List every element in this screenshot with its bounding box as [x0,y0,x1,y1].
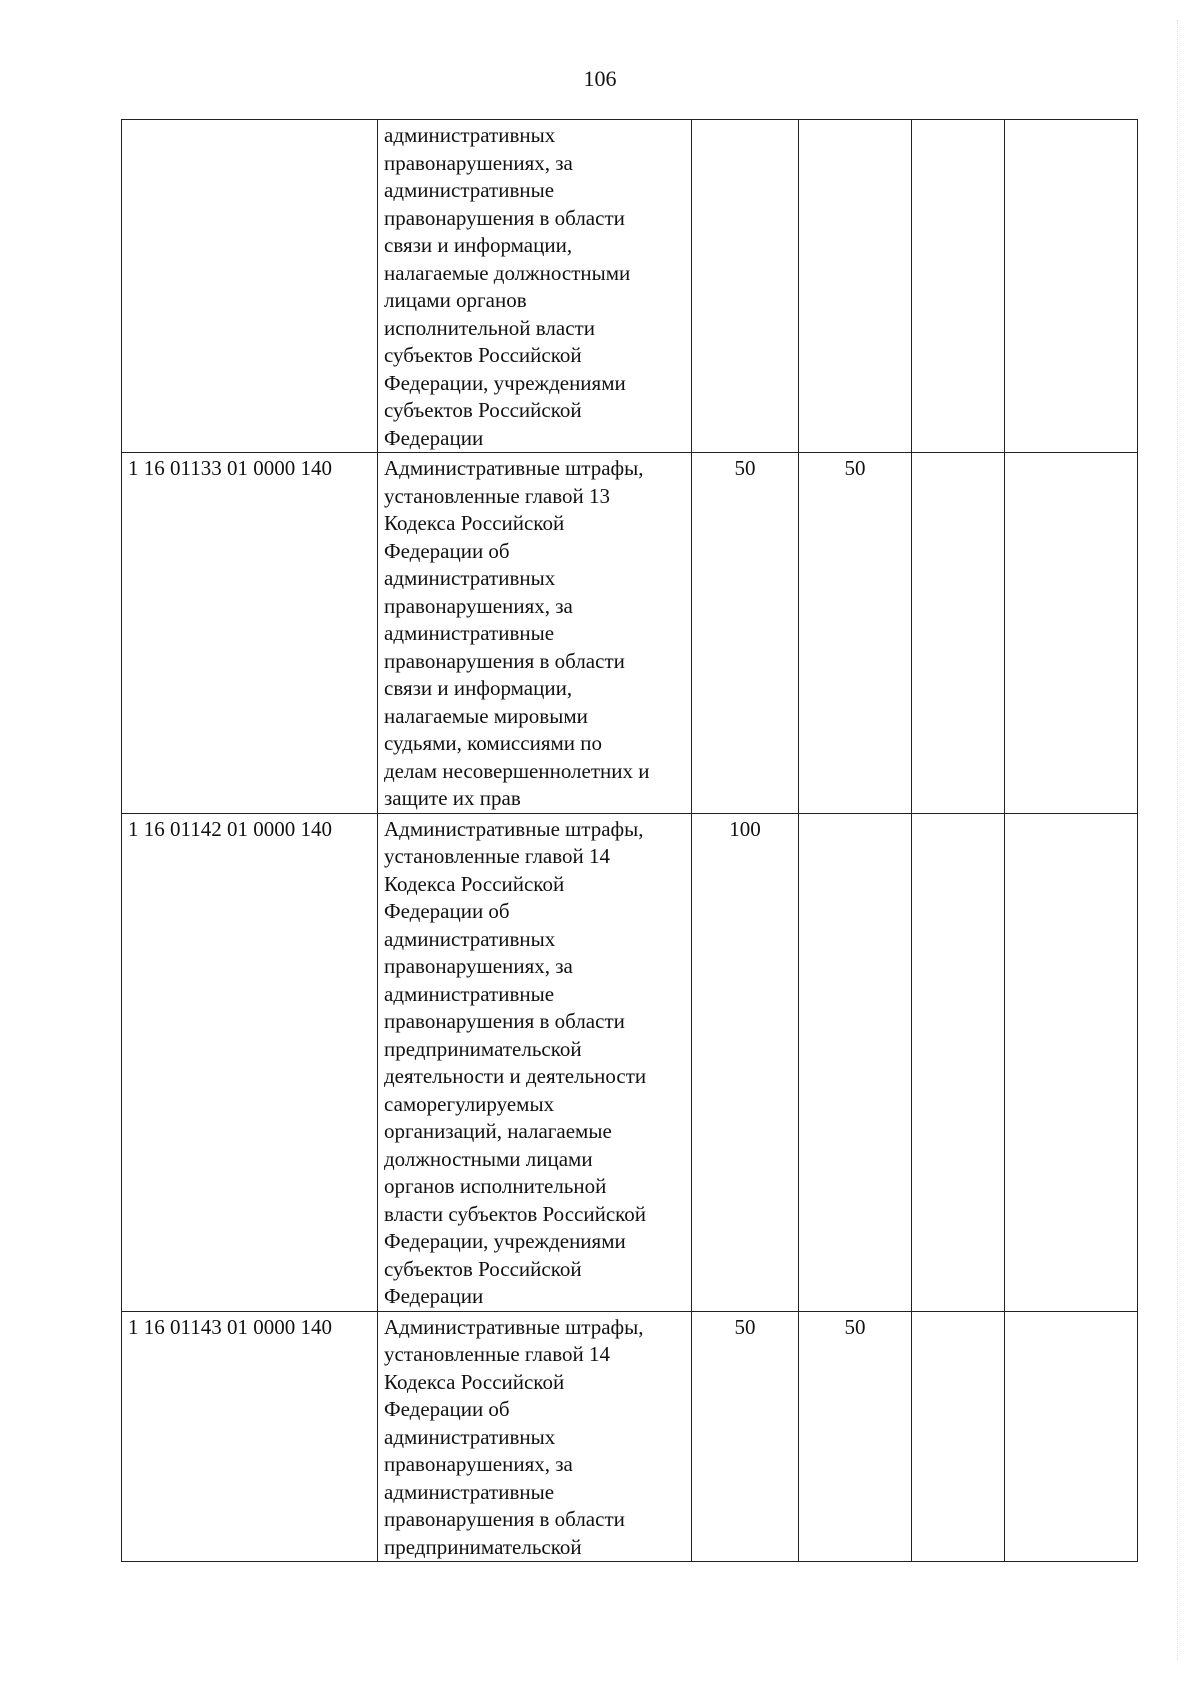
amount-cell-2: 50 [799,1311,912,1562]
description-line: административные [384,621,555,645]
description-line: Федерации об [384,899,510,923]
description-line: субъектов Российской [384,1256,582,1281]
description-line: административных [384,566,556,590]
description-line: административные [384,981,555,1006]
amount-cell-2 [799,120,912,453]
description-line: лицами органов [384,288,527,312]
description-cell [378,120,692,453]
description-line: Федерации об [384,1397,510,1421]
budget-revenue-table [121,119,1138,1562]
description-line: установленные главой 14 [384,1342,611,1366]
amount-cell-3 [912,453,1005,814]
page-number: 106 [583,66,617,91]
description-line: органов исполнительной [384,1174,607,1198]
amount-cell-1: 50 [692,1311,799,1562]
revenue-code-cell: 1 16 01133 01 0000 140 [122,453,378,814]
amount-cell-3 [912,120,1005,453]
revenue-code-cell: 1 16 01142 01 0000 140 [122,813,378,1311]
description-line: Федерации, учреждениями [384,370,626,395]
description-cell [378,453,692,814]
description-line: Федерации об [384,538,510,563]
description-line: административные [384,1479,555,1504]
amount-cell-1: 100 [692,813,799,1311]
description-line: Административные штрафы, [384,1314,644,1339]
description-line: установленные главой 14 [384,844,611,868]
description-line: делам несовершеннолетних и [384,758,650,783]
description-line: Кодекса Российской [384,1369,565,1394]
amount-cell-1 [692,120,799,453]
description-line: правонарушениях, за [384,954,573,978]
description-line: правонарушения в области [384,1507,625,1531]
description-line: правонарушениях, за [384,593,573,618]
description-line: административные [384,178,555,202]
amount-cell-2 [799,813,912,1311]
revenue-code-cell: 1 16 01143 01 0000 140 [122,1311,378,1562]
description-line: Административные штрафы, [384,456,644,480]
description-line: предпринимательской [384,1036,582,1061]
amount-cell-4 [1005,813,1138,1311]
description-cell [378,813,692,1311]
description-line: правонарушениях, за [384,1452,573,1476]
description-line: связи и информации, [384,233,573,257]
table-row [122,453,1138,814]
table-body [122,120,1138,1562]
description-line: Кодекса Российской [384,871,565,896]
description-line: Кодекса Российской [384,511,565,535]
description-line: Административные штрафы, [384,816,644,841]
amount-cell-4 [1005,120,1138,453]
description-line: субъектов Российской [384,398,582,422]
description-line: исполнительной власти [384,315,595,340]
description-line: власти субъектов Российской [384,1201,647,1226]
description-line: правонарушениях, за [384,150,573,175]
description-line: судьями, комиссиями по [384,731,602,755]
description-line: деятельности и деятельности [384,1064,647,1088]
description-line: правонарушения в области [384,205,625,230]
description-cell [378,1311,692,1562]
description-line: административных [384,926,556,951]
scan-edge-artifact [1177,20,1192,1660]
description-line: правонарушения в области [384,1009,625,1033]
amount-cell-2: 50 [799,453,912,814]
table-row [122,1311,1138,1562]
description-line: административных [384,1424,556,1449]
description-line: защите их прав [384,786,521,810]
amount-cell-3 [912,1311,1005,1562]
amount-cell-4 [1005,1311,1138,1562]
table-row [122,813,1138,1311]
description-line: предпринимательской [384,1534,582,1559]
description-line: Федерации, учреждениями [384,1229,626,1253]
description-line: должностными лицами [384,1146,593,1171]
description-line: налагаемые должностными [384,260,631,285]
description-line: Федерации [384,1284,484,1308]
revenue-code-cell [122,120,378,453]
amount-cell-1: 50 [692,453,799,814]
description-line: установленные главой 13 [384,483,611,508]
description-line: организаций, налагаемые [384,1119,612,1143]
description-line: налагаемые мировыми [384,703,588,728]
amount-cell-3 [912,813,1005,1311]
amount-cell-4 [1005,453,1138,814]
description-line: связи и информации, [384,676,573,700]
description-line: правонарушения в области [384,648,625,673]
description-line: саморегулируемых [384,1091,555,1116]
table-row [122,120,1138,453]
description-line: субъектов Российской [384,343,582,367]
description-line: административных [384,123,556,147]
description-line: Федерации [384,425,484,450]
